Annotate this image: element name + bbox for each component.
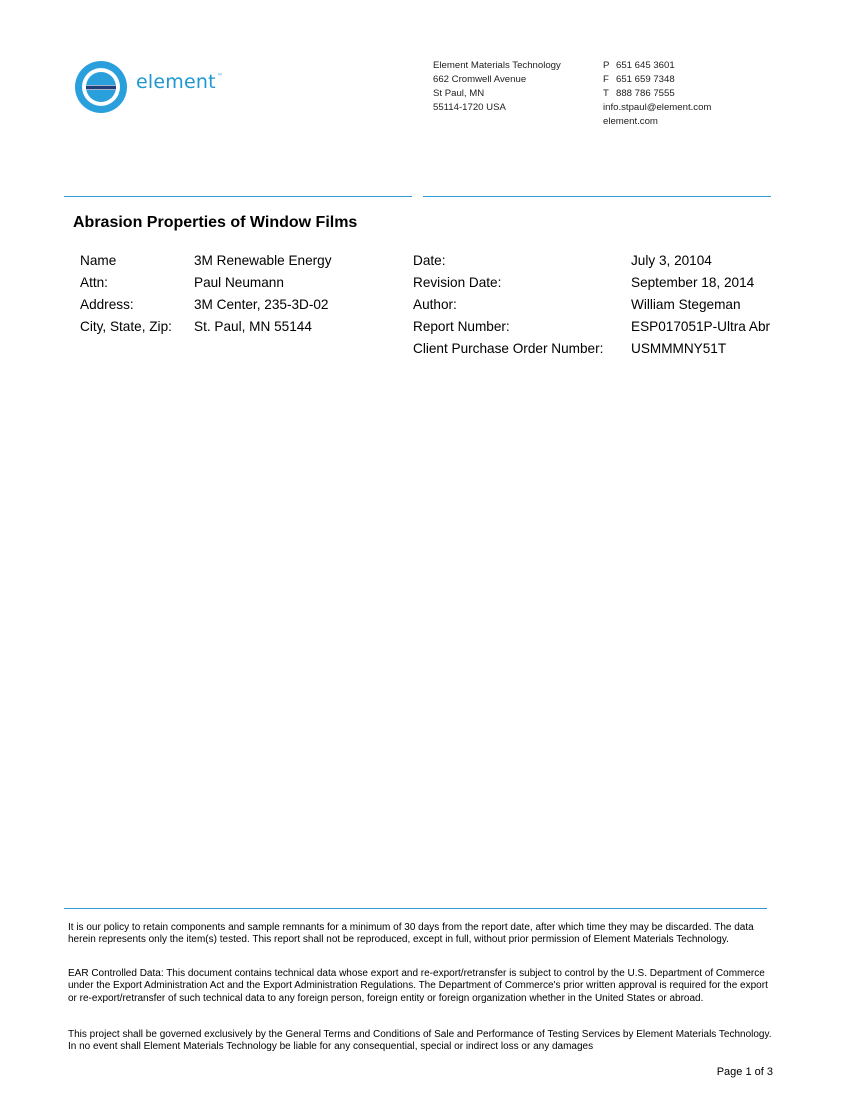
phone-line: P 651 645 3601 <box>603 60 675 71</box>
report-row: Author: William Stegeman <box>413 297 741 312</box>
tollfree-line: T 888 786 7555 <box>603 88 675 99</box>
report-row: Report Number: ESP017051P-Ultra Abr <box>413 319 771 334</box>
client-row: Address: 3M Center, 235-3D-02 <box>80 297 329 312</box>
street-address: 662 Cromwell Avenue <box>433 74 527 85</box>
city-state: St Paul, MN <box>433 88 485 99</box>
report-info <box>413 250 793 360</box>
client-info <box>80 250 400 338</box>
header-divider-left <box>64 196 412 197</box>
report-title: Abrasion Properties of Window Films <box>73 214 358 231</box>
client-row: City, State, Zip: St. Paul, MN 55144 <box>80 319 312 334</box>
client-row: Attn: Paul Neumann <box>80 275 284 290</box>
terms-text: This project shall be governed exclusively by the General Terms and Conditions of Sale and Performance of Testing Services by Element Materials Technology. In no event shall Element Materials Technology be liable for any consequential, special or indirect loss or any damages <box>68 1029 772 1053</box>
report-row: Date: July 3, 20104 <box>413 253 712 268</box>
retention-policy-text: It is our policy to retain components and sample remnants for a minimum of 30 days from the report date, after which time they may be discarded. The data herein represents only the item(s) tested. This report shall not be reproduced, except in full, without prior permission of Element Materials Technology. <box>68 922 754 946</box>
footer-divider <box>64 908 767 909</box>
company-address <box>433 59 561 115</box>
report-row: Client Purchase Order Number: USMMMNY51T <box>413 341 727 356</box>
logo-wordmark: element™ <box>136 71 223 93</box>
company-contact <box>603 59 711 129</box>
report-row: Revision Date: September 18, 2014 <box>413 275 755 290</box>
fax-line: F 651 659 7348 <box>603 74 675 85</box>
header-divider-right <box>423 196 771 197</box>
website-link[interactable]: element.com <box>603 116 658 127</box>
ear-notice-text: EAR Controlled Data: This document contains technical data whose export and re-export/retransfer is subject to control by the U.S. Department of Commerce under the Export Administration Act and the Export Administration Regulations. The Department of Commerce's prior written approval is required for the export or re-export/retransfer of such technical data to any foreign person, foreign entity or foreign organization whether in the United States or abroad. <box>68 968 768 1004</box>
client-row: Name 3M Renewable Energy <box>80 253 332 268</box>
company-name: Element Materials Technology <box>433 60 561 71</box>
email-link[interactable]: info.stpaul@element.com <box>603 102 712 113</box>
postal-code: 55114-1720 USA <box>433 102 506 113</box>
trademark-symbol: ™ <box>216 73 223 80</box>
page-number: Page 1 of 3 <box>716 1066 773 1078</box>
element-logo-icon <box>74 60 128 114</box>
